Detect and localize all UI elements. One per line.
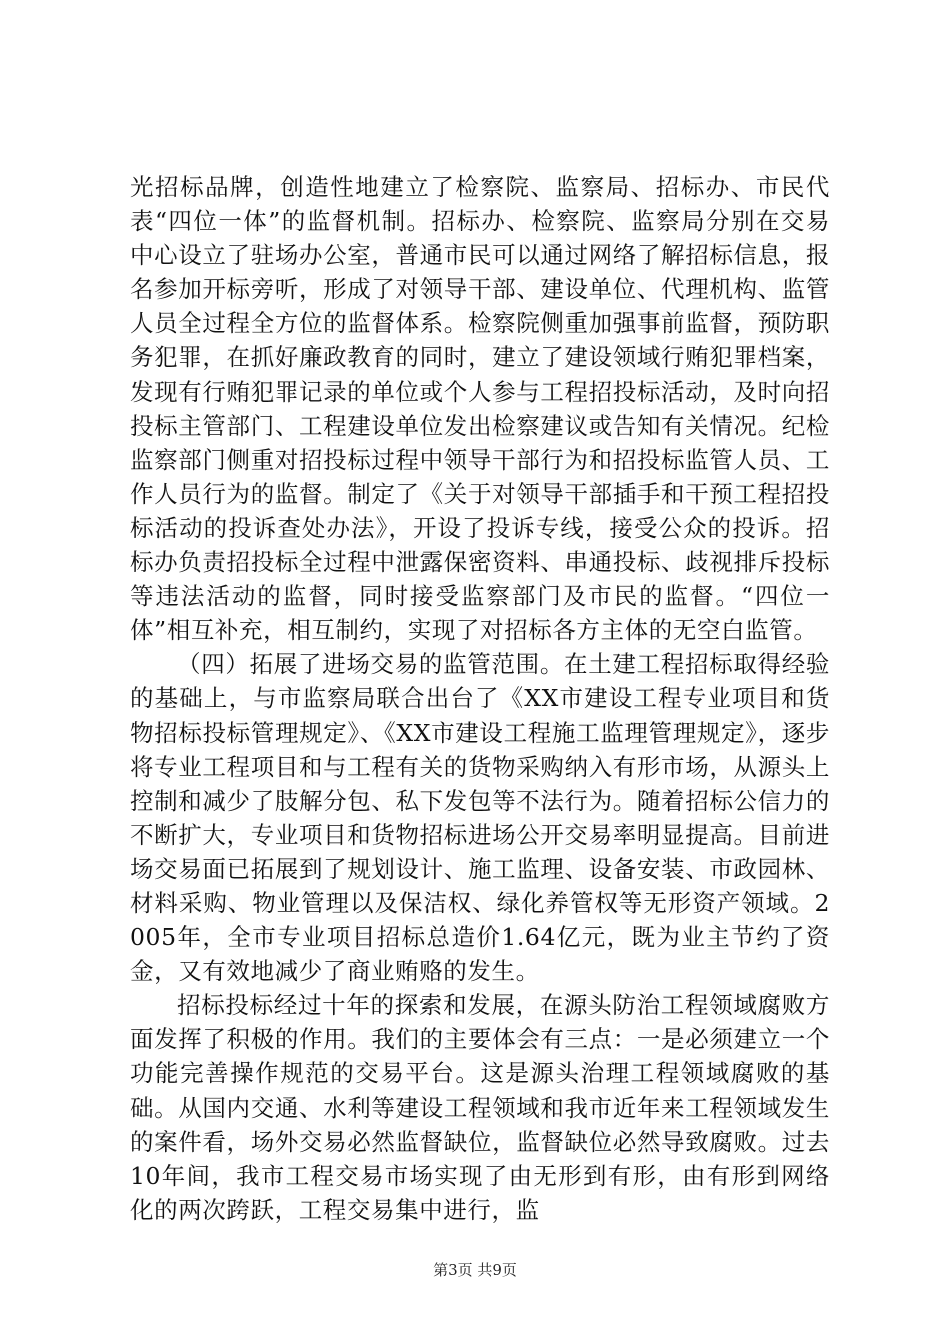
- page-footer: 第3页 共9页: [433, 1261, 517, 1279]
- paragraph-2: （四）拓展了进场交易的监管范围。在土建工程招标取得经验的基础上，与市监察局联合出台了《XX市建设工程专业项目和货物招标投标管理规定》、《XX市建设工程施工监理管理规定》，逐步将专业工程项目和与工程有关的货物采购纳入有形市场，从源头上控制和减少了肢解分包、私下发包等不法行为。随着招标公信力的不断扩大，专业项目和货物招标进场公开交易率明显提高。目前进场交易面已拓展到了规划设计、施工监理、设备安装、市政园林、材料采购、物业管理以及保洁权、绿化养管权等无形资产领域。2005年，全市专业项目招标总造价1.64亿元，既为业主节约了资金，又有效地减少了商业贿赂的发生。: [130, 650, 830, 986]
- paragraph-1: 光招标品牌，创造性地建立了检察院、监察局、招标办、市民代表“四位一体”的监督机制。招标办、检察院、监察局分别在交易中心设立了驻场办公室，普通市民可以通过网络了解招标信息，报名参加开标旁听，形成了对领导干部、建设单位、代理机构、监管人员全过程全方位的监督体系。检察院侧重加强事前监督，预防职务犯罪，在抓好廉政教育的同时，建立了建设领域行贿犯罪档案，发现有行贿犯罪记录的单位或个人参与工程招投标活动，及时向招投标主管部门、工程建设单位发出检察建议或告知有关情况。纪检监察部门侧重对招投标过程中领导干部行为和招投标监管人员、工作人员行为的监督。制定了《关于对领导干部插手和干预工程招投标活动的投诉查处办法》，开设了投诉专线，接受公众的投诉。招标办负责招投标全过程中泄露保密资料、串通投标、歧视排斥投标等违法活动的监督，同时接受监察部门及市民的监督。“四位一体”相互补充，相互制约，实现了对招标各方主体的无空白监管。: [130, 173, 830, 645]
- paragraph-3: 招标投标经过十年的探索和发展，在源头防治工程领域腐败方面发挥了积极的作用。我们的主要体会有三点：一是必须建立一个功能完善操作规范的交易平台。这是源头治理工程领域腐败的基础。从国内交通、水利等建设工程领域和我市近年来工程领域发生的案件看，场外交易必然监督缺位，监督缺位必然导致腐败。过去10年间，我市工程交易市场实现了由无形到有形，由有形到网络化的两次跨跃，工程交易集中进行，监: [130, 991, 830, 1224]
- document-body: [130, 170, 830, 1227]
